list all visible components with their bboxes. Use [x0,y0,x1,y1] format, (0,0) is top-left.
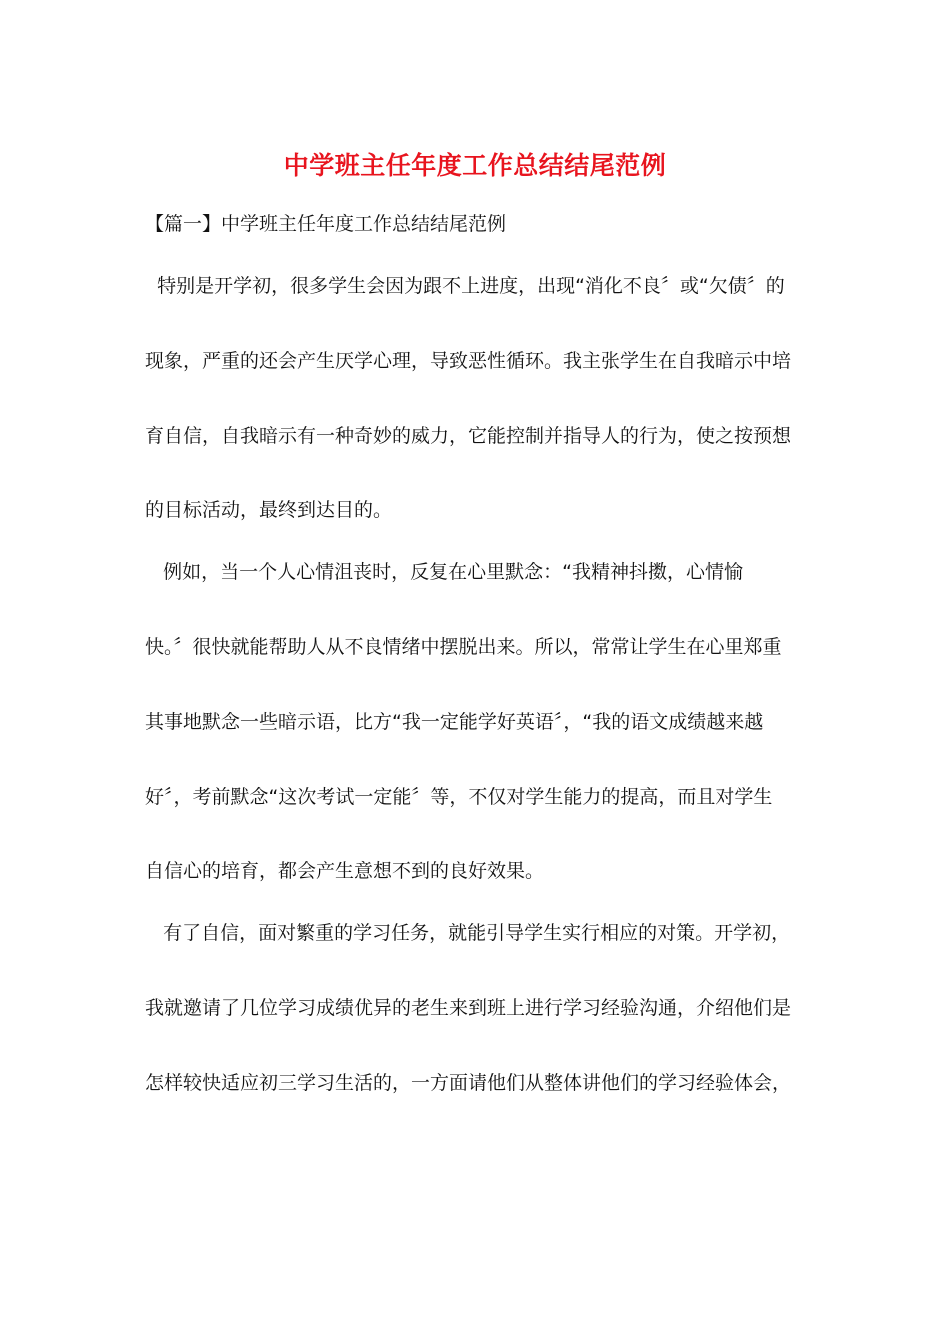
paragraph-line: 的目标活动，最终到达目的。 [145,499,393,521]
paragraph-line: 有了自信，面对繁重的学习任务，就能引导学生实行相应的对策。开学初， [145,922,791,944]
document-title: 中学班主任年度工作总结结尾范例 [283,151,667,180]
paragraph-line: 快。〞很快就能帮助人从不良情绪中摆脱出来。所以，常常让学生在心里郑重 [145,636,782,658]
section-heading: 【篇一】中学班主任年度工作总结结尾范例 [145,213,507,235]
paragraph-line: 例如，当一个人心情沮丧时，反复在心里默念：“我精神抖擞，心情愉 [145,561,743,583]
paragraph-line: 现象，严重的还会产生厌学心理，导致恶性循环。我主张学生在自我暗示中培 [145,350,792,372]
paragraph-line: 育自信，自我暗示有一种奇妙的威力，它能控制并指导人的行为，使之按预想 [145,425,792,447]
paragraph-line: 我就邀请了几位学习成绩优异的老生来到班上进行学习经验沟通，介绍他们是 [145,997,792,1019]
paragraph-line: 自信心的培育，都会产生意想不到的良好效果。 [145,860,545,882]
paragraph-line: 其事地默念一些暗示语，比方“我一定能学好英语〞，“我的语文成绩越来越 [145,711,764,733]
paragraph-line: 怎样较快适应初三学习生活的，一方面请他们从整体讲他们的学习经验体会， [145,1072,792,1094]
paragraph-line: 特别是开学初，很多学生会因为跟不上进度，出现“消化不良〞或“欠债〞的 [145,275,785,297]
paragraph-line: 好〞，考前默念“这次考试一定能〞等，不仅对学生能力的提高，而且对学生 [145,786,773,808]
